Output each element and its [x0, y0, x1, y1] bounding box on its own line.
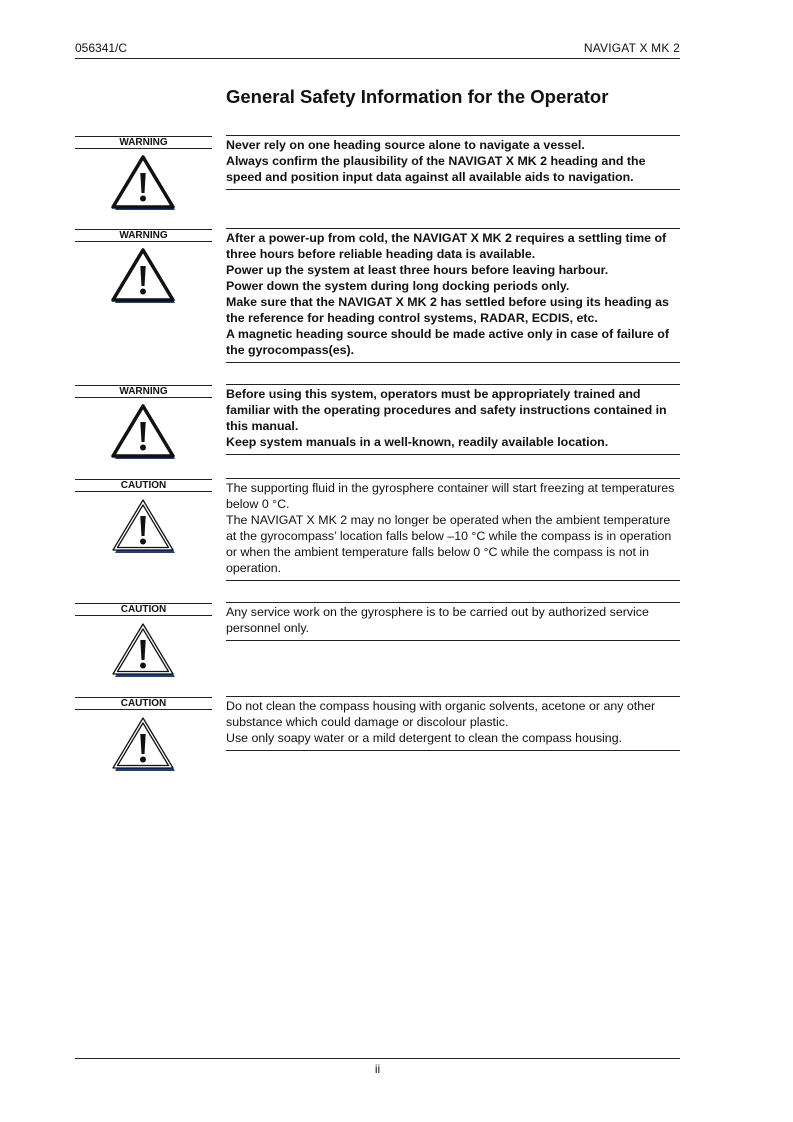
caution-triangle-icon: [110, 714, 176, 774]
notice-text-1: [226, 135, 680, 190]
notice-line: Power down the system during long docking periods only.: [226, 279, 570, 293]
page-number: ii: [374, 1062, 381, 1076]
notice-line: Never rely on one heading source alone to navigate a vessel.: [226, 138, 585, 152]
page-title: General Safety Information for the Operator: [226, 86, 609, 107]
footer-rule: [75, 1058, 680, 1059]
notice-line: Make sure that the NAVIGAT X MK 2 has settled before using its heading as the reference for heading control systems, RADAR, ECDIS, etc.: [226, 295, 669, 325]
notice-text-2: [226, 228, 680, 363]
caution-triangle-icon: [110, 620, 176, 680]
notice-line: Always confirm the plausibility of the NAVIGAT X MK 2 heading and the speed and position input data against all available aids to navigation.: [226, 154, 646, 184]
doc-id: 056341/C: [75, 41, 128, 55]
notice-line: Keep system manuals in a well-known, readily available location.: [226, 435, 609, 449]
warning-triangle-icon: [110, 153, 176, 213]
notice-line: Before using this system, operators must be appropriately trained and familiar with the operating procedures and safety instructions contained in this manual.: [226, 387, 667, 433]
notice-line: A magnetic heading source should be made active only in case of failure of the gyrocompass(es).: [226, 327, 669, 357]
caution-triangle-icon: [110, 496, 176, 556]
notice-line: Use only soapy water or a mild detergent to clean the compass housing.: [226, 731, 623, 745]
notice-line: After a power-up from cold, the NAVIGAT X MK 2 requires a settling time of three hours before reliable heading data is available.: [226, 231, 667, 261]
notice-label-1: WARNING: [75, 136, 212, 149]
notice-line: Do not clean the compass housing with organic solvents, acetone or any other substance which could damage or discolour plastic.: [226, 699, 656, 729]
notice-label-2: WARNING: [75, 229, 212, 242]
notice-label-5: CAUTION: [75, 603, 212, 616]
notice-line: The supporting fluid in the gyrosphere container will start freezing at temperatures below 0 °C.: [226, 481, 675, 511]
warning-triangle-icon: [110, 402, 176, 462]
page-header: [75, 41, 680, 59]
warning-triangle-icon: [110, 246, 176, 306]
notice-line: Any service work on the gyrosphere is to be carried out by authorized service personnel only.: [226, 605, 649, 635]
notice-text-5: [226, 602, 680, 641]
notice-text-6: [226, 696, 680, 751]
notice-label-4: CAUTION: [75, 479, 212, 492]
notice-text-4: [226, 478, 680, 581]
notice-label-6: CAUTION: [75, 697, 212, 710]
notice-line: The NAVIGAT X MK 2 may no longer be operated when the ambient temperature at the gyrocompass’ location falls below –10 °C while the compass is in operation or when the ambient temperature falls below 0 °C while the compass is not in operation.: [226, 513, 672, 575]
notice-text-3: [226, 384, 680, 455]
notice-line: Power up the system at least three hours before leaving harbour.: [226, 263, 609, 277]
notice-label-3: WARNING: [75, 385, 212, 398]
product-name: NAVIGAT X MK 2: [583, 41, 680, 55]
